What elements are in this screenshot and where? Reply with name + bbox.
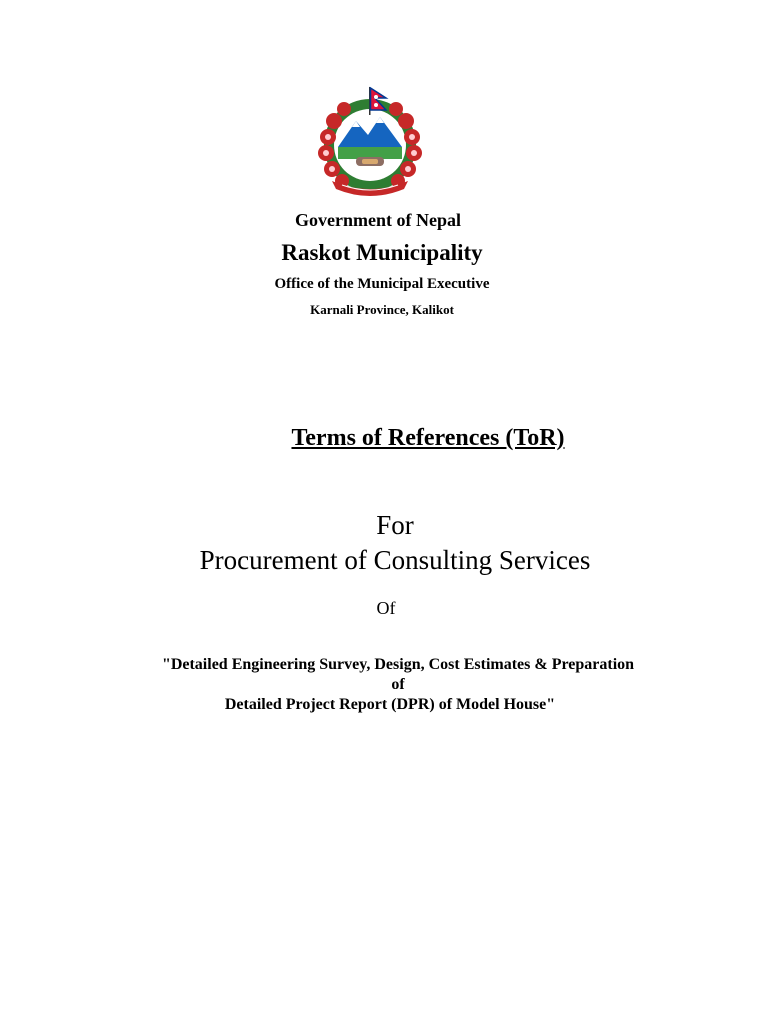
project-title-line-1: "Detailed Engineering Survey, Design, Cost Estimates & Preparation <box>161 656 635 673</box>
project-title-line-3: Detailed Project Report (DPR) of Model House" <box>224 696 556 713</box>
government-name: Government of Nepal <box>295 210 461 230</box>
nepal-government-emblem-icon <box>312 85 428 199</box>
of-label: Of <box>376 598 396 618</box>
for-label: For <box>376 510 414 540</box>
province-location: Karnali Province, Kalikot <box>310 302 454 317</box>
document-title: Terms of References (ToR) <box>291 425 565 451</box>
municipality-name: Raskot Municipality <box>281 240 483 265</box>
project-title-line-2: of <box>391 676 405 693</box>
subject-title: Procurement of Consulting Services <box>199 545 591 575</box>
handshake <box>356 157 384 166</box>
office-name: Office of the Municipal Executive <box>274 276 490 292</box>
